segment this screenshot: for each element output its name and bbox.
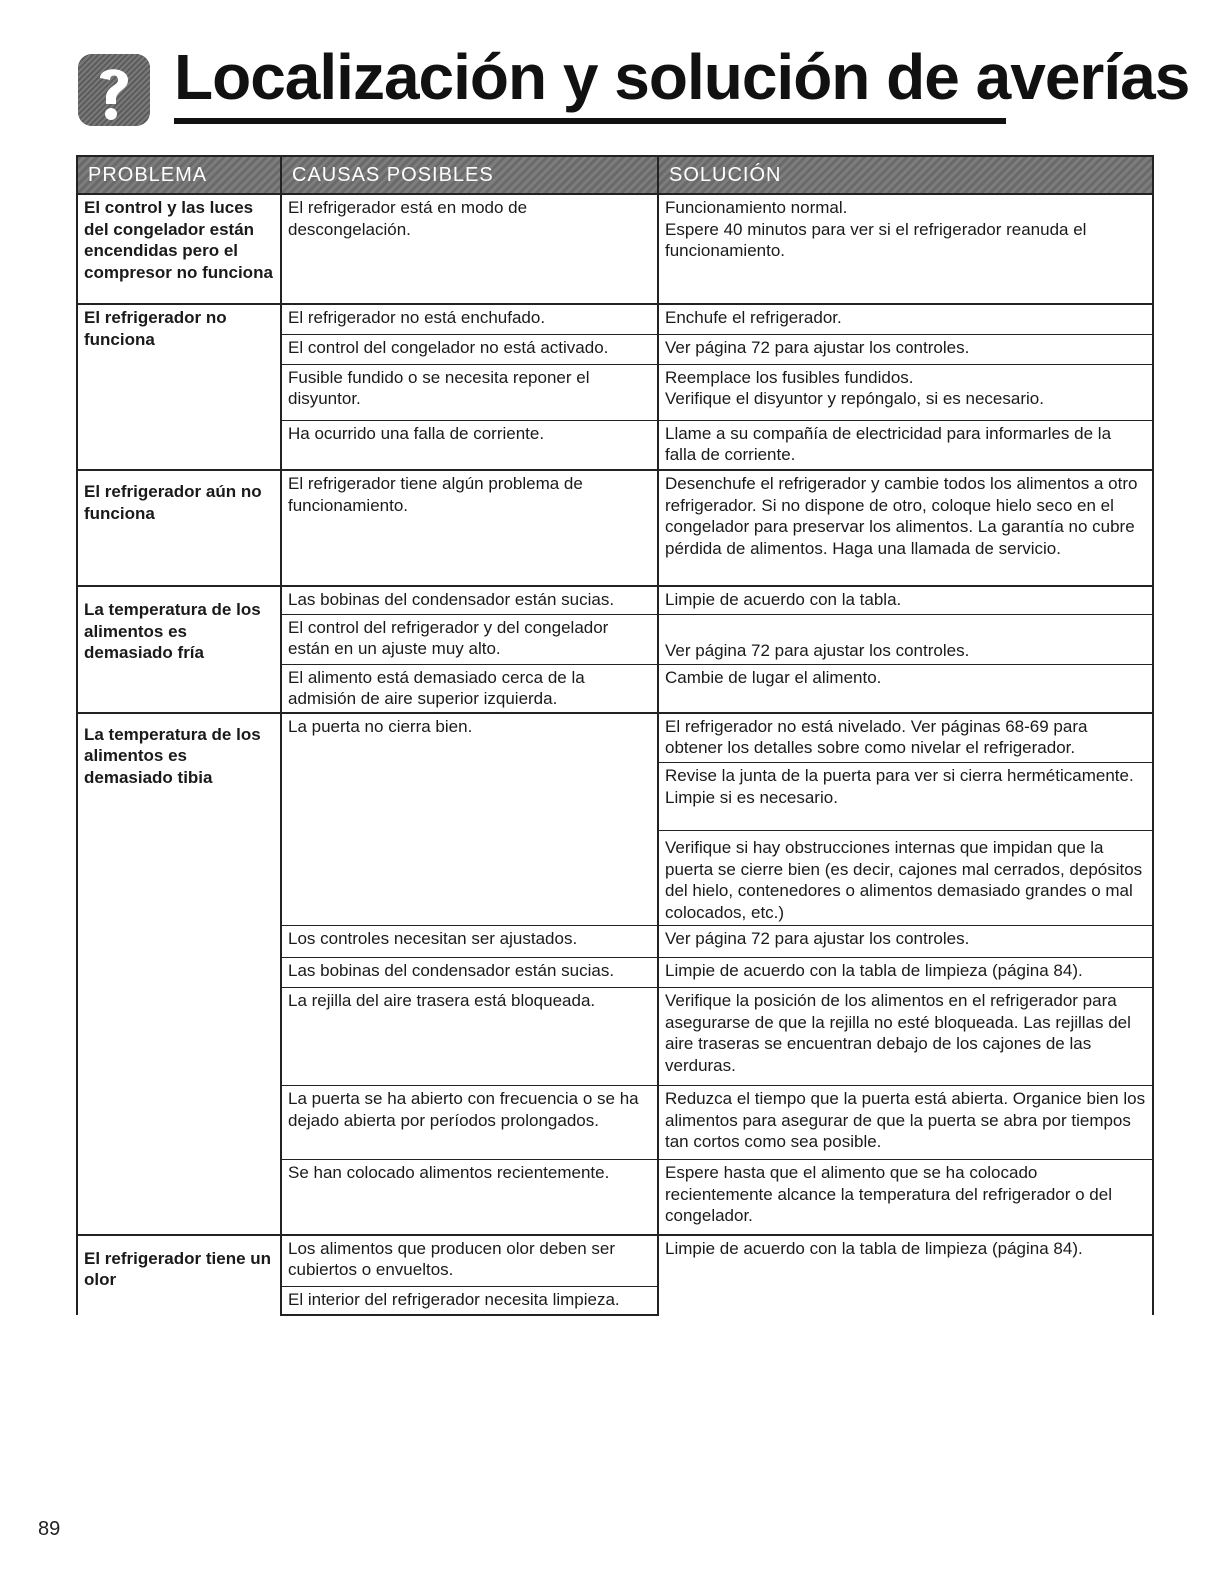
- table-row: [77, 586, 1153, 614]
- table-row: [77, 470, 1153, 586]
- solution-cell: Verifique si hay obstrucciones internas que impidan que la puerta se cierre bien (es decir, cajones mal cerrados, depósitos del hielo, contenedores o alimentos demasiado grandes o mal colocados, etc.): [658, 831, 1153, 926]
- cause-cell: El interior del refrigerador necesita limpieza.: [281, 1287, 658, 1315]
- solution-cell: Desenchufe el refrigerador y cambie todos los alimentos a otro refrigerador. Si no dispone de otro, coloque hielo seco en el congelador para preservar los alimentos. La garantía no cubre pérdida de alimentos. Haga una llamada de servicio.: [658, 470, 1153, 586]
- cause-cell: Ha ocurrido una falla de corriente.: [281, 420, 658, 470]
- cause-cell: El refrigerador está en modo de descongelación.: [281, 194, 658, 304]
- table-row: [77, 304, 1153, 334]
- problem-cell: El refrigerador no funciona: [77, 304, 281, 470]
- cause-cell: Los alimentos que producen olor deben ser cubiertos o envueltos.: [281, 1235, 658, 1287]
- solution-cell: Llame a su compañía de electricidad para informarles de la falla de corriente.: [658, 420, 1153, 470]
- problem-cell: El refrigerador aún no funciona: [77, 470, 281, 586]
- cause-cell: El control del refrigerador y del congelador están en un ajuste muy alto.: [281, 614, 658, 664]
- header-causes: CAUSAS POSIBLES: [281, 156, 658, 194]
- problem-cell: La temperatura de los alimentos es demasiado tibia: [77, 713, 281, 1235]
- title-underline: [174, 118, 1006, 124]
- solution-cell: Funcionamiento normal. Espere 40 minutos para ver si el refrigerador reanuda el funcionamiento.: [658, 194, 1153, 304]
- solution-cell: Reduzca el tiempo que la puerta está abierta. Organice bien los alimentos para asegurar de que la puerta se abra por tiempos tan cortos como sea posible.: [658, 1086, 1153, 1160]
- cause-cell: La puerta se ha abierto con frecuencia o se ha dejado abierta por períodos prolongados.: [281, 1086, 658, 1160]
- question-mark-icon: [78, 54, 150, 126]
- solution-cell: Cambie de lugar el alimento.: [658, 664, 1153, 713]
- table-row: [77, 1235, 1153, 1287]
- solution-cell: Verifique la posición de los alimentos en el refrigerador para asegurarse de que la rejilla no esté bloqueada. Las rejillas del aire traseras se encuentran debajo de los cajones de las verduras.: [658, 988, 1153, 1086]
- cause-cell: La rejilla del aire trasera está bloqueada.: [281, 988, 658, 1086]
- table-header-row: [77, 156, 1153, 194]
- page-title: Localización y solución de averías: [174, 41, 1190, 113]
- cause-cell: Se han colocado alimentos recientemente.: [281, 1160, 658, 1234]
- cause-cell: La puerta no cierra bien.: [281, 713, 658, 926]
- troubleshooting-table: [76, 155, 1154, 1316]
- solution-cell: Espere hasta que el alimento que se ha colocado recientemente alcance la temperatura del refrigerador o del congelador.: [658, 1160, 1153, 1234]
- header-solution: SOLUCIÓN: [658, 156, 1153, 194]
- solution-cell: Limpie de acuerdo con la tabla.: [658, 586, 1153, 614]
- solution-cell: El refrigerador no está nivelado. Ver páginas 68-69 para obtener los detalles sobre como nivelar el refrigerador.: [658, 713, 1153, 763]
- solution-cell: Revise la junta de la puerta para ver si cierra herméticamente. Limpie si es necesario.: [658, 763, 1153, 831]
- problem-cell: El control y las luces del congelador están encendidas pero el compresor no funciona: [77, 194, 281, 304]
- cause-cell: El refrigerador tiene algún problema de funcionamiento.: [281, 470, 658, 586]
- cause-cell: Los controles necesitan ser ajustados.: [281, 926, 658, 958]
- cause-cell: El alimento está demasiado cerca de la admisión de aire superior izquierda.: [281, 664, 658, 713]
- solution-cell: Enchufe el refrigerador.: [658, 304, 1153, 334]
- cause-cell: Las bobinas del condensador están sucias.: [281, 958, 658, 988]
- solution-cell: Limpie de acuerdo con la tabla de limpieza (página 84).: [658, 958, 1153, 988]
- cause-cell: El refrigerador no está enchufado.: [281, 304, 658, 334]
- problem-cell: La temperatura de los alimentos es demasiado fría: [77, 586, 281, 713]
- table-row: [77, 194, 1153, 304]
- page-number: 89: [38, 1518, 61, 1540]
- solution-cell: Ver página 72 para ajustar los controles.: [658, 334, 1153, 364]
- solution-cell: Limpie de acuerdo con la tabla de limpieza (página 84).: [658, 1235, 1153, 1315]
- problem-cell: El refrigerador tiene un olor: [77, 1235, 281, 1315]
- cause-cell: Las bobinas del condensador están sucias.: [281, 586, 658, 614]
- cause-cell: Fusible fundido o se necesita reponer el disyuntor.: [281, 364, 658, 420]
- header-problem: PROBLEMA: [77, 156, 281, 194]
- solution-cell: Ver página 72 para ajustar los controles.: [658, 926, 1153, 958]
- solution-cell: Reemplace los fusibles fundidos. Verifique el disyuntor y repóngalo, si es necesario.: [658, 364, 1153, 420]
- solution-cell: Ver página 72 para ajustar los controles.: [658, 614, 1153, 664]
- table-row: [77, 713, 1153, 763]
- page-header: [78, 40, 1190, 125]
- cause-cell: El control del congelador no está activado.: [281, 334, 658, 364]
